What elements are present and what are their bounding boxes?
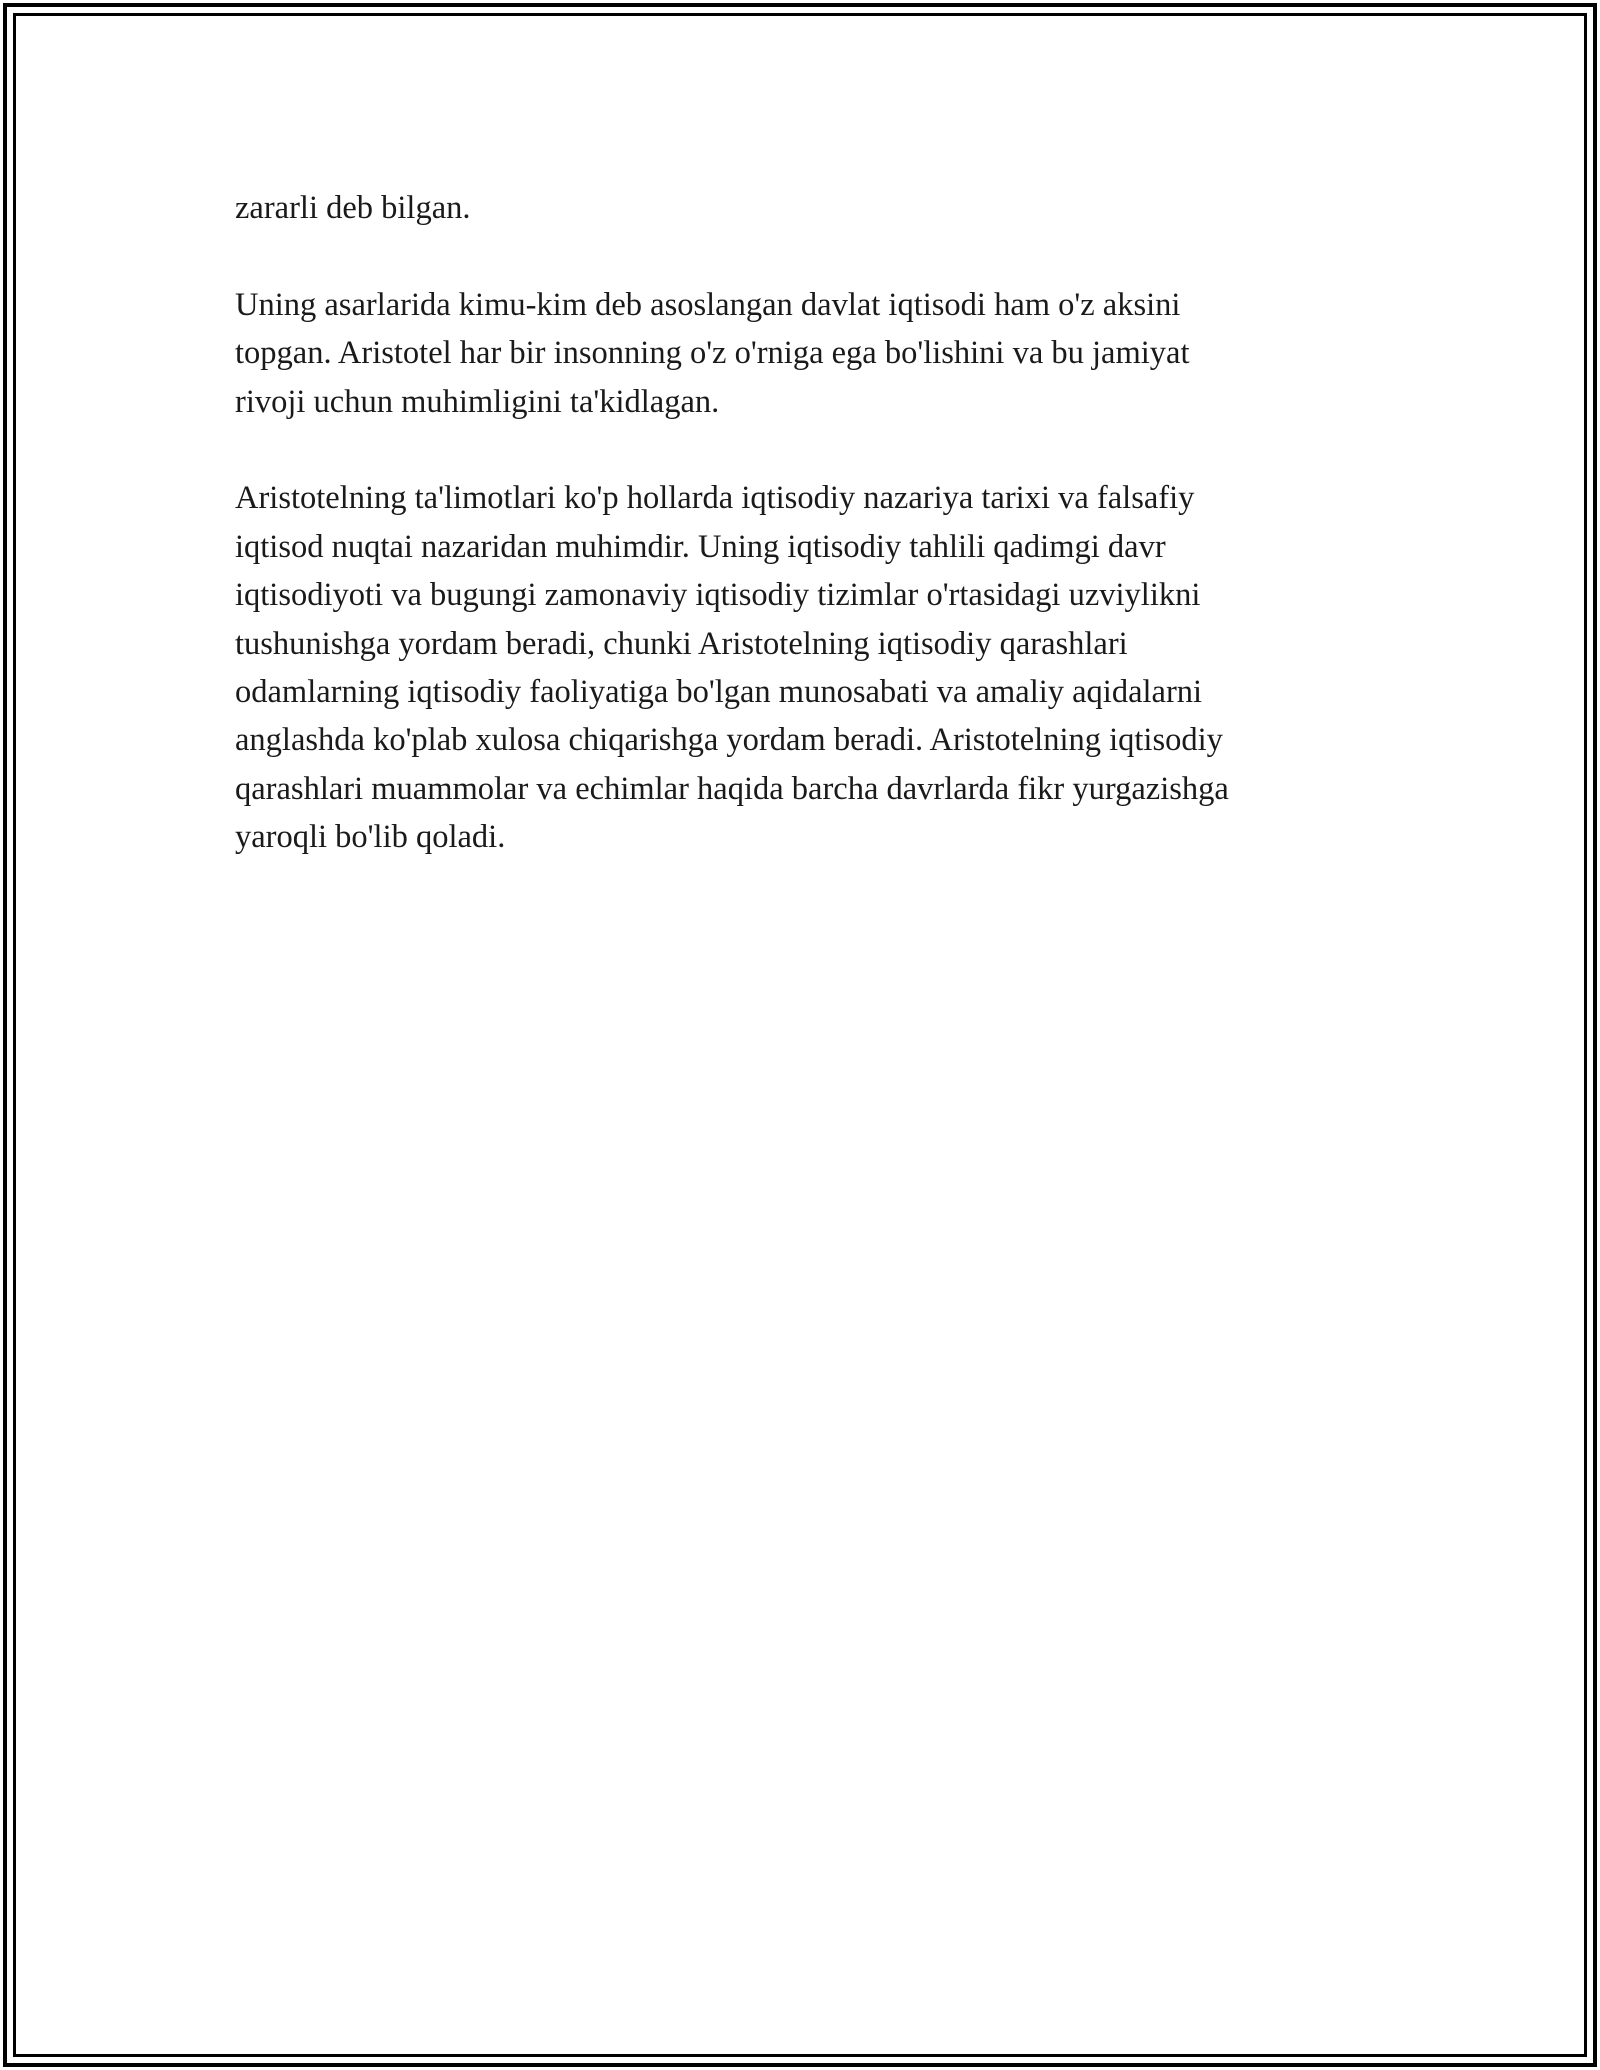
paragraph-aristotle-teachings: Aristotelning ta'limotlari ko'p hollarda iqtisodiy nazariya tarixi va falsafiy iqtisod nuqtai nazaridan muhimdir. Uning iqtisodiy tahlili qadimgi davr iqtisodiyoti va bugungi zamonaviy iqtisodiy tizimlar o'rtasidagi uzviylikni tushunishga yordam beradi, chunki Aristotelning iqtisodiy qarashlari odamlarning iqtisodiy faoliyatiga bo'lgan munosabati va amaliy aqidalarni anglashda ko'plab xulosa chiqarishga yordam beradi. Aristotelning iqtisodiy qarashlari muammolar va echimlar haqida barcha davrlarda fikr yurgazishga yaroqli bo'lib qoladi.: [235, 480, 1229, 856]
paragraph-state-economy: Uning asarlarida kimu-kim deb asoslangan davlat iqtisodi ham o'z aksini topgan. Aristotel har bir insonning o'z o'rniga ega bo'lishini va bu jamiyat rivoji uchun muhimligini ta'kidlagan.: [235, 286, 1190, 420]
document-body: [235, 184, 1365, 910]
paragraph-continuation: zararli deb bilgan.: [235, 190, 471, 226]
